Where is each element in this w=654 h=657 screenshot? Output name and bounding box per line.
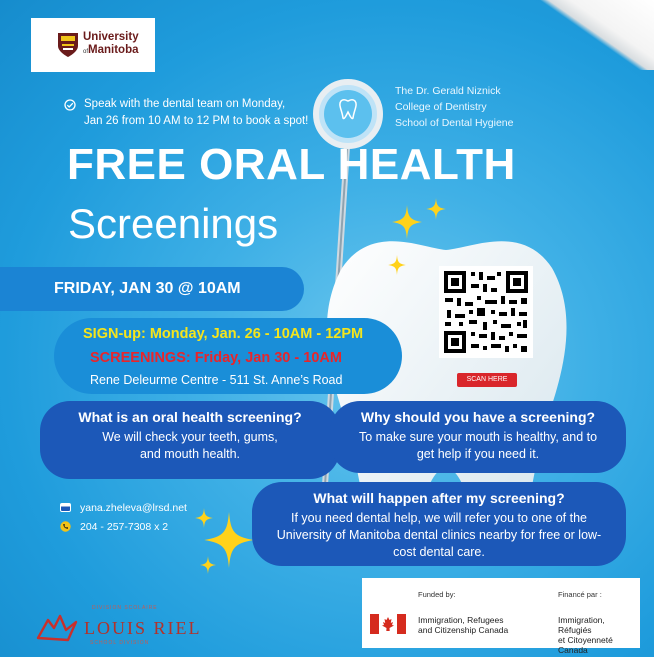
funding-box — [362, 578, 640, 655]
canada-flag-icon — [370, 614, 406, 634]
page-curl — [534, 0, 654, 70]
booking-note — [84, 96, 308, 130]
logo-line1: University — [83, 31, 139, 43]
college-line1: The Dr. Gerald Niznick — [395, 85, 501, 97]
university-logo — [31, 18, 155, 72]
sparkle-icon — [388, 255, 406, 275]
contact-phone[interactable] — [60, 521, 168, 533]
finance-par-label: Financé par : — [558, 590, 602, 599]
faq-answer-line: get help if you need it. — [416, 447, 540, 461]
faq-answer — [252, 510, 626, 561]
dept-fr-line1: Immigration, Réfugiés — [558, 615, 605, 635]
faq-answer-line: If you need dental help, we will refer you to one of the — [290, 511, 588, 525]
faq-answer-line: University of Manitoba dental clinics nearby for free or low- — [276, 528, 602, 542]
logo-of: of — [83, 49, 89, 55]
dept-en-line2: and Citizenship Canada — [418, 625, 509, 635]
location-line: Rene Deleurme Centre - 511 St. Anne’s Road — [90, 373, 343, 387]
maple-leaf-logo-icon — [36, 614, 80, 642]
phone-text: 204 - 257-7308 x 2 — [80, 521, 169, 533]
department-english — [418, 615, 508, 635]
sparkle-icon — [392, 205, 422, 239]
department-french — [558, 615, 640, 655]
logo-line2: Manitoba — [88, 44, 139, 56]
faq-what-is-screening — [40, 401, 340, 479]
sparkle-icon — [200, 556, 216, 574]
faq-after-screening — [252, 482, 626, 566]
screenings-line: SCREENINGS: Friday, Jan 30 - 10AM — [90, 350, 342, 366]
scan-here-label: SCAN HERE — [457, 373, 517, 387]
louis-riel-logo — [30, 600, 230, 650]
college-line3: School of Dental Hygiene — [395, 117, 514, 129]
faq-answer-line: To make sure your mouth is healthy, and to — [358, 430, 598, 444]
signup-line: SIGN-up: Monday, Jan. 26 - 10AM - 12PM — [83, 326, 364, 342]
tooth-icon — [338, 98, 358, 120]
email-text: yana.zheleva@lrsd.net — [80, 502, 187, 514]
booking-note-line1: Speak with the dental team on Monday, — [84, 98, 286, 110]
faq-answer-line: We will check your teeth, gums, — [102, 430, 278, 444]
page-title: FREE ORAL HEALTH — [67, 140, 516, 189]
dept-fr-line2: et Citoyenneté Canada — [558, 635, 613, 655]
shield-icon — [57, 32, 79, 58]
booking-note-line2: Jan 26 from 10 AM to 12 PM to book a spot! — [84, 115, 309, 127]
faq-answer — [330, 429, 626, 463]
louis-riel-name: LOUIS RIEL — [84, 618, 202, 638]
louis-riel-top-line: DIVISION SCOLAIRE — [92, 605, 158, 611]
faq-why-screening — [330, 401, 626, 473]
sparkle-icon — [426, 198, 446, 220]
faq-answer-line: and mouth health. — [139, 447, 241, 461]
sparkle-icon — [195, 508, 213, 528]
signup-info-box — [54, 318, 402, 394]
college-line2: College of Dentistry — [395, 101, 487, 113]
phone-icon — [60, 521, 71, 532]
faq-question: What will happen after my screening? — [313, 490, 565, 506]
qr-code[interactable] — [439, 266, 533, 358]
event-date-banner: FRIDAY, JAN 30 @ 10AM — [0, 267, 304, 311]
page-subtitle: Screenings — [68, 200, 279, 247]
check-circle-icon — [64, 99, 76, 111]
faq-answer-line: cost dental care. — [393, 545, 485, 559]
mail-icon — [60, 502, 71, 513]
louis-riel-bottom-line: SCHOOL DIVISION — [90, 640, 150, 646]
faq-answer — [40, 429, 340, 463]
faq-question: What is an oral health screening? — [78, 409, 302, 425]
funded-by-label: Funded by: — [418, 590, 456, 599]
university-name — [83, 31, 139, 59]
faq-question: Why should you have a screening? — [360, 409, 596, 425]
dept-en-line1: Immigration, Refugees — [418, 615, 504, 625]
contact-email[interactable] — [60, 502, 187, 514]
